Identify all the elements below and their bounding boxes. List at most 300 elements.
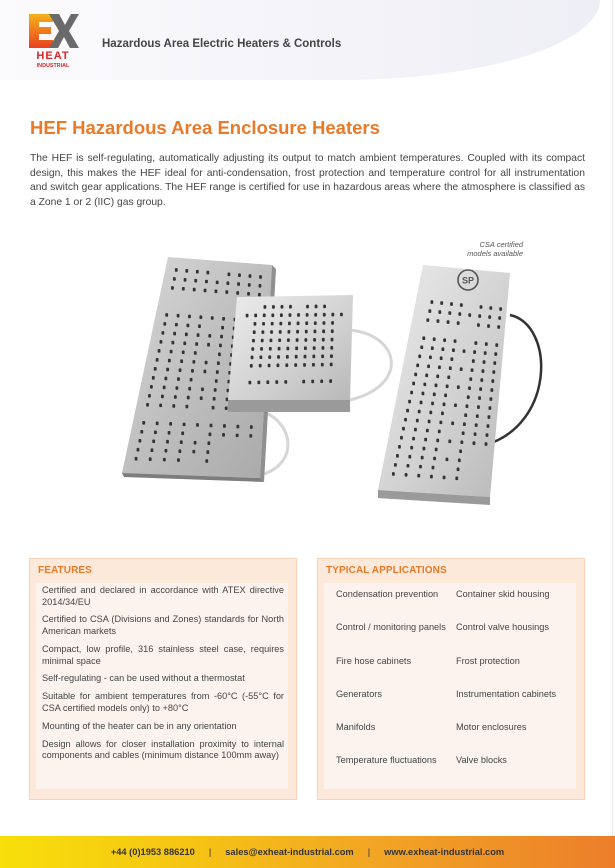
perforation-hole [260, 347, 263, 351]
perforation-hole [313, 338, 316, 342]
perforation-hole [248, 283, 251, 287]
perforation-hole [400, 436, 403, 440]
perforation-hole [171, 286, 174, 290]
perforation-hole [458, 312, 461, 316]
perforation-hole [394, 463, 397, 467]
exheat-logo[interactable] [27, 12, 79, 70]
perforation-hole [295, 355, 298, 359]
perforation-hole [203, 370, 206, 374]
perforation-hole [221, 326, 224, 330]
perforation-hole [430, 300, 433, 304]
perforation-hole [433, 393, 436, 397]
feature-item: Mounting of the heater can be in any orientation [42, 720, 237, 731]
perforation-hole [286, 347, 289, 351]
perforation-hole [149, 457, 152, 461]
perforation-hole [296, 338, 299, 342]
perforation-hole [487, 324, 490, 328]
perforation-hole [236, 434, 239, 438]
feature-item: Suitable for ambient temperatures from -60°C (-55°C for CSA certified models only) to +80°C [42, 691, 284, 713]
perforation-hole [473, 441, 476, 445]
perforation-hole [205, 361, 208, 365]
perforation-hole [183, 423, 186, 427]
perforation-hole [438, 365, 441, 369]
perforation-hole [258, 293, 261, 297]
svg-text:HEAT: HEAT [36, 50, 70, 62]
perforation-hole [277, 364, 280, 368]
perforation-hole [172, 404, 175, 408]
perforation-hole [159, 404, 162, 408]
feature-item: Certified to CSA (Divisions and Zones) standards for North American markets [42, 614, 284, 637]
perforation-hole [165, 449, 168, 453]
perforation-hole [491, 379, 494, 383]
perforation-hole [414, 373, 417, 377]
perforation-hole [151, 448, 154, 452]
perforation-hole [222, 317, 225, 321]
perforation-hole [498, 316, 501, 320]
perforation-hole [268, 364, 271, 368]
perforation-hole [422, 336, 425, 340]
perforation-hole [148, 394, 151, 398]
perforation-hole [175, 323, 178, 327]
perforation-hole [225, 406, 228, 410]
csa-note-line1: CSA certified [479, 240, 523, 249]
perforation-hole [192, 360, 195, 364]
feature-item: Compact, low profile, 316 stainless steel case, requires minimal space [42, 643, 284, 666]
perforation-hole [152, 439, 155, 443]
perforation-hole [475, 423, 478, 427]
perforation-hole [213, 397, 216, 401]
perforation-hole [184, 278, 187, 282]
perforation-hole [259, 355, 262, 359]
perforation-hole [306, 313, 309, 317]
features-panel [29, 558, 297, 800]
perforation-hole [196, 423, 199, 427]
application-item: Container skid housing [456, 589, 550, 599]
perforation-hole [340, 313, 343, 317]
perforation-hole [251, 356, 254, 360]
perforation-hole [142, 421, 145, 425]
perforation-hole [222, 433, 225, 437]
perforation-hole [404, 418, 407, 422]
perforation-hole [263, 314, 266, 318]
perforation-hole [451, 421, 454, 425]
perforation-hole [173, 332, 176, 336]
perforation-hole [435, 384, 438, 388]
perforation-hole [479, 387, 482, 391]
perforation-hole [427, 365, 430, 369]
perforation-hole [457, 321, 460, 325]
perforation-hole [207, 343, 210, 347]
features-list [36, 585, 288, 762]
perforation-hole [450, 357, 453, 361]
applications-heading: TYPICAL APPLICATIONS [326, 565, 447, 576]
heater-csa-right [378, 265, 510, 505]
perforation-hole [480, 305, 483, 309]
perforation-hole [405, 473, 408, 477]
perforation-hole [304, 355, 307, 359]
applications-panel [317, 558, 585, 800]
feature-item: Self-regulating - can be used without a thermostat [42, 673, 245, 684]
perforation-hole [323, 321, 326, 325]
perforation-hole [225, 290, 228, 294]
perforation-hole [182, 350, 185, 354]
application-item: Temperature fluctuations [336, 755, 437, 766]
perforation-hole [279, 322, 282, 326]
perforation-hole [443, 403, 446, 407]
perforation-hole [440, 301, 443, 305]
perforation-hole [177, 314, 180, 318]
perforation-hole [463, 349, 466, 353]
perforation-hole [306, 305, 309, 309]
perforation-hole [469, 377, 472, 381]
perforation-hole [302, 380, 305, 384]
perforation-hole [478, 396, 481, 400]
application-item: Instrumentation cabinets [456, 688, 557, 699]
perforation-hole [410, 446, 413, 450]
perforation-hole [428, 420, 431, 424]
perforation-hole [305, 321, 308, 325]
perforation-hole [418, 355, 421, 359]
perforation-hole [459, 449, 462, 453]
perforation-hole [477, 405, 480, 409]
perforation-hole [305, 330, 308, 334]
perforation-hole [209, 433, 212, 437]
perforation-hole [138, 439, 141, 443]
product-image [110, 235, 570, 515]
perforation-hole [220, 335, 223, 339]
perforation-hole [206, 271, 209, 275]
csa-certified-note [443, 240, 523, 258]
perforation-hole [185, 405, 188, 409]
perforation-hole [441, 347, 444, 351]
perforation-hole [218, 353, 221, 357]
perforation-hole [261, 339, 264, 343]
feature-item: Certified and declared in accordance with ATEX directive 2014/34/EU [42, 585, 284, 607]
perforation-hole [466, 404, 469, 408]
perforation-hole [462, 431, 465, 435]
perforation-hole [284, 380, 287, 384]
perforation-hole [228, 273, 231, 277]
perforation-hole [447, 320, 450, 324]
perforation-hole [485, 442, 488, 446]
perforation-hole [460, 303, 463, 307]
perforation-hole [312, 355, 315, 359]
perforation-hole [288, 322, 291, 326]
perforation-hole [438, 310, 441, 314]
perforation-hole [314, 321, 317, 325]
perforation-hole [424, 438, 427, 442]
perforation-hole [200, 396, 203, 400]
perforation-hole [421, 456, 424, 460]
perforation-hole [314, 313, 317, 317]
footer-website-link[interactable]: www.exheat-industrial.com [384, 847, 505, 857]
perforation-hole [487, 424, 490, 428]
perforation-hole [156, 358, 159, 362]
perforation-hole [179, 368, 182, 372]
perforation-hole [194, 279, 197, 283]
perforation-hole [497, 325, 500, 329]
perforation-hole [446, 458, 449, 462]
perforation-hole [468, 386, 471, 390]
perforation-hole [426, 318, 429, 322]
perforation-hole [457, 467, 460, 471]
perforation-hole [416, 364, 419, 368]
perforation-hole [297, 322, 300, 326]
perforation-hole [216, 370, 219, 374]
perforation-hole [154, 430, 157, 434]
perforation-hole [437, 319, 440, 323]
perforation-hole [433, 457, 436, 461]
perforation-hole [216, 281, 219, 285]
application-item: Condensation prevention [336, 589, 439, 599]
perforation-hole [161, 395, 164, 399]
perforation-hole [320, 379, 323, 383]
perforation-hole [331, 321, 334, 325]
perforation-hole [270, 330, 273, 334]
perforation-hole [416, 419, 419, 423]
perforation-hole [392, 472, 395, 476]
perforation-hole [448, 311, 451, 315]
perforation-hole [259, 364, 262, 368]
perforation-hole [278, 338, 281, 342]
perforation-hole [419, 465, 422, 469]
perforation-hole [471, 368, 474, 372]
perforation-hole [259, 284, 262, 288]
perforation-hole [249, 274, 252, 278]
perforation-hole [182, 287, 185, 291]
perforation-hole [314, 330, 317, 334]
perforation-hole [188, 315, 191, 319]
perforation-hole [166, 440, 169, 444]
perforation-hole [195, 342, 198, 346]
perforation-hole [458, 458, 461, 462]
perforation-hole [323, 305, 326, 309]
perforation-hole [450, 302, 453, 306]
perforation-hole [185, 269, 188, 273]
application-item: Control / monitoring panels [336, 622, 446, 633]
perforation-hole [490, 388, 493, 392]
perforation-hole [398, 445, 401, 449]
perforation-hole [486, 433, 489, 437]
perforation-hole [268, 355, 271, 359]
perforation-hole [455, 477, 458, 481]
perforation-hole [250, 425, 253, 429]
perforation-hole [330, 363, 333, 367]
perforation-hole [168, 359, 171, 363]
perforation-hole [181, 432, 184, 436]
perforation-hole [295, 347, 298, 351]
perforation-hole [219, 344, 222, 348]
perforation-hole [406, 409, 409, 413]
perforation-hole [431, 402, 434, 406]
perforation-hole [197, 333, 200, 337]
perforation-hole [407, 464, 410, 468]
perforation-hole [168, 431, 171, 435]
perforation-hole [436, 439, 439, 443]
perforation-hole [426, 429, 429, 433]
perforation-hole [431, 346, 434, 350]
perforation-hole [303, 363, 306, 367]
perforation-hole [408, 400, 411, 404]
perforation-hole [165, 313, 168, 317]
perforation-hole [173, 277, 176, 281]
perforation-hole [443, 476, 446, 480]
perforation-hole [286, 355, 289, 359]
perforation-hole [433, 337, 436, 341]
perforation-hole [488, 415, 491, 419]
perforation-hole [494, 352, 497, 356]
perforation-hole [137, 448, 140, 452]
footer-contact-bar [0, 836, 615, 868]
perforation-hole [423, 383, 426, 387]
perforation-hole [217, 361, 220, 365]
perforation-hole [304, 346, 307, 350]
perforation-hole [163, 386, 166, 390]
perforation-hole [425, 374, 428, 378]
svg-text:SP: SP [461, 275, 475, 286]
footer-phone[interactable]: +44 (0)1953 886210 [110, 847, 195, 857]
perforation-hole [322, 330, 325, 334]
perforation-hole [436, 374, 439, 378]
perforation-hole [439, 421, 442, 425]
perforation-hole [423, 447, 426, 451]
perforation-hole [478, 314, 481, 318]
perforation-hole [277, 355, 280, 359]
perforation-hole [323, 313, 326, 317]
features-list-container [36, 583, 288, 789]
perforation-hole [214, 388, 217, 392]
perforation-hole [180, 440, 183, 444]
perforation-hole [166, 368, 169, 372]
perforation-hole [304, 338, 307, 342]
perforation-hole [474, 341, 477, 345]
perforation-hole [156, 422, 159, 426]
perforation-hole [457, 385, 460, 389]
applications-grid [324, 583, 576, 789]
perforation-hole [468, 313, 471, 317]
perforation-hole [264, 305, 267, 309]
perforation-hole [285, 363, 288, 367]
page-edge-rule [612, 0, 613, 836]
perforation-hole [275, 380, 278, 384]
perforation-hole [194, 441, 197, 445]
perforation-hole [210, 424, 213, 428]
perforation-hole [420, 345, 423, 349]
header-tagline: Hazardous Area Electric Heaters & Controls [102, 38, 342, 50]
perforation-hole [417, 474, 420, 478]
perforation-hole [246, 314, 249, 318]
perforation-hole [204, 289, 207, 293]
perforation-hole [185, 333, 188, 337]
perforation-hole [448, 440, 451, 444]
perforation-hole [435, 448, 438, 452]
perforation-hole [414, 428, 417, 432]
footer-email-link[interactable]: sales@exheat-industrial.com [225, 847, 354, 857]
perforation-hole [236, 291, 239, 295]
perforation-hole [188, 387, 191, 391]
cable-middle [350, 330, 391, 400]
perforation-hole [329, 379, 332, 383]
perforation-hole [454, 339, 457, 343]
perforation-hole [152, 376, 155, 380]
perforation-hole [206, 450, 209, 454]
perforation-hole [313, 346, 316, 350]
perforation-hole [163, 322, 166, 326]
perforation-hole [259, 275, 262, 279]
perforation-hole [449, 366, 452, 370]
perforation-hole [330, 354, 333, 358]
perforation-hole [473, 350, 476, 354]
perforation-hole [418, 410, 421, 414]
perforation-hole [488, 315, 491, 319]
perforation-hole [322, 346, 325, 350]
perforation-hole [489, 397, 492, 401]
perforation-hole [174, 395, 177, 399]
perforation-hole [315, 305, 318, 309]
perforation-hole [271, 322, 274, 326]
perforation-hole [190, 378, 193, 382]
application-item: Generators [336, 688, 382, 699]
perforation-hole [463, 422, 466, 426]
perforation-hole [254, 322, 257, 326]
page-title: HEF Hazardous Area Enclosure Heaters [30, 117, 380, 138]
perforation-hole [178, 449, 181, 453]
perforation-hole [170, 350, 173, 354]
perforation-hole [311, 380, 314, 384]
perforation-hole [480, 378, 483, 382]
perforation-hole [297, 313, 300, 317]
features-heading: FEATURES [38, 565, 92, 576]
perforation-hole [287, 338, 290, 342]
perforation-hole [438, 430, 441, 434]
perforation-hole [171, 341, 174, 345]
perforation-hole [194, 351, 197, 355]
perforation-hole [177, 377, 180, 381]
perforation-hole [223, 424, 226, 428]
perforation-hole [201, 387, 204, 391]
perforation-hole [238, 273, 241, 277]
perforation-hole [196, 270, 199, 274]
perforation-hole [146, 403, 149, 407]
perforation-hole [443, 338, 446, 342]
perforation-hole [331, 338, 334, 342]
perforation-hole [226, 281, 229, 285]
perforation-hole [208, 334, 211, 338]
perforation-hole [441, 412, 444, 416]
perforation-hole [249, 434, 252, 438]
perforation-hole [175, 268, 178, 272]
perforation-hole [176, 386, 179, 390]
perforation-hole [247, 292, 250, 296]
perforation-hole [321, 363, 324, 367]
application-item: Fire hose cabinets [336, 655, 412, 666]
application-item: Frost protection [456, 655, 520, 666]
intro-paragraph: The HEF is self-regulating, automatically adjusting its output to match ambient temperatures. Coupled with its compact design, this makes the HEF ideal for anti-condensation, frost protection and temperature control for all instrumentation and switch gear applications. The HEF range is certified for use in hazardous areas where the atmosphere is classified as a Zone 1 or 2 (IIC) gas group. [30, 153, 585, 208]
perforation-hole [402, 427, 405, 431]
perforation-hole [482, 369, 485, 373]
perforation-hole [493, 361, 496, 365]
perforation-hole [161, 331, 164, 335]
perforation-hole [430, 475, 433, 479]
perforation-hole [412, 437, 415, 441]
applications-list-container [324, 583, 576, 789]
perforation-hole [270, 339, 273, 343]
application-item: Manifolds [336, 722, 376, 733]
perforation-hole [269, 347, 272, 351]
perforation-hole [428, 309, 431, 313]
perforation-hole [484, 351, 487, 355]
perforation-hole [254, 314, 257, 318]
